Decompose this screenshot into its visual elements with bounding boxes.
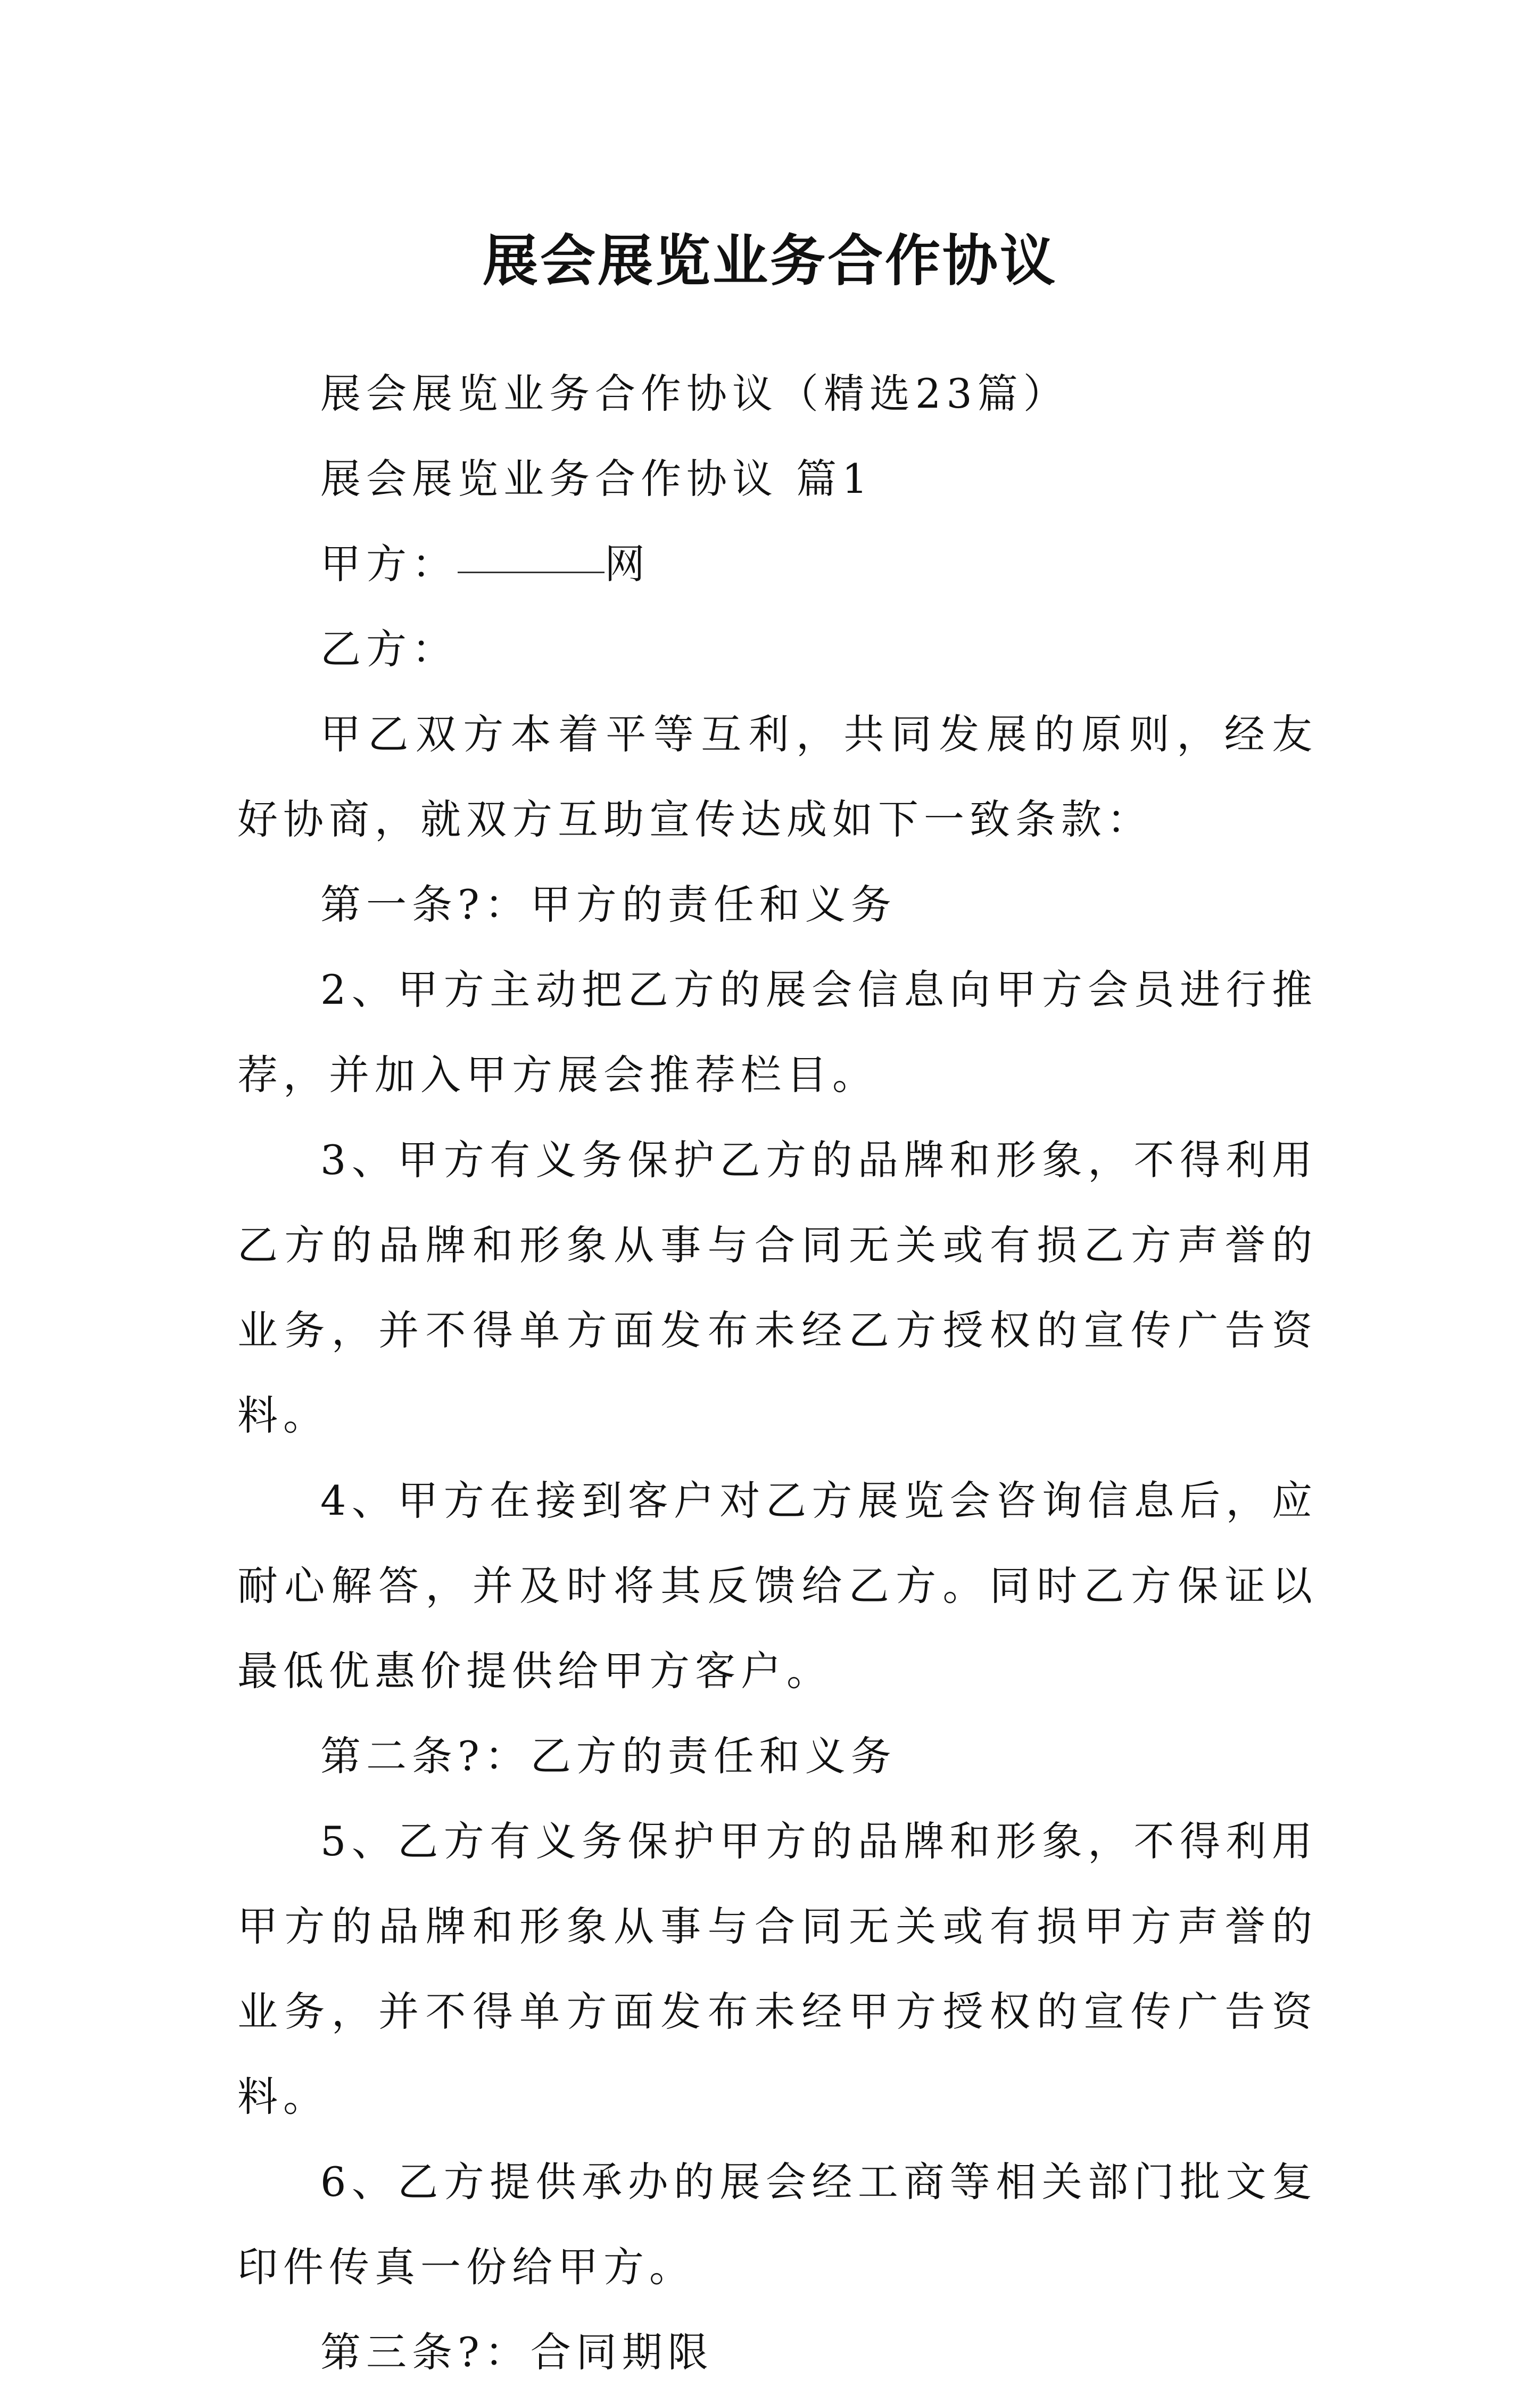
clause-3: 3、甲方有义务保护乙方的品牌和形象，不得利用乙方的品牌和形象从事与合同无关或有损乙方声誉的业务，并不得单方面发布未经乙方授权的宣传广告资料。 bbox=[237, 1136, 1318, 1439]
document-body bbox=[237, 351, 1318, 2395]
clause-2: 2、甲方主动把乙方的展会信息向甲方会员进行推荐，并加入甲方展会推荐栏目。 bbox=[237, 966, 1318, 1099]
party-a-label: 甲方： bbox=[320, 540, 458, 588]
article-3-heading: 第三条?：合同期限 bbox=[320, 2328, 714, 2376]
party-a-blank bbox=[458, 571, 605, 573]
party-a-suffix: 网 bbox=[605, 540, 650, 588]
article-1-heading: 第一条?：甲方的责任和义务 bbox=[320, 881, 897, 928]
section-heading: 展会展览业务合作协议 篇1 bbox=[320, 455, 873, 502]
clause-6: 6、乙方提供承办的展会经工商等相关部门批文复印件传真一份给甲方。 bbox=[237, 2158, 1318, 2291]
article-2-heading: 第二条?：乙方的责任和义务 bbox=[320, 1732, 897, 1780]
party-b-line: 乙方： bbox=[320, 625, 458, 673]
clause-5: 5、乙方有义务保护甲方的品牌和形象，不得利用甲方的品牌和形象从事与合同无关或有损甲方声誉的业务，并不得单方面发布未经甲方授权的宣传广告资料。 bbox=[237, 1818, 1318, 2120]
document-title: 展会展览业务合作协议 bbox=[482, 227, 1057, 293]
paragraph-preamble: 甲乙双方本着平等互利，共同发展的原则，经友好协商，就双方互助宣传达成如下一致条款： bbox=[237, 711, 1318, 843]
party-a-line bbox=[237, 522, 1318, 607]
document-subtitle: 展会展览业务合作协议（精选23篇） bbox=[320, 370, 1069, 417]
clause-4: 4、甲方在接到客户对乙方展览会咨询信息后，应耐心解答，并及时将其反馈给乙方。同时乙方保证以最低优惠价提供给甲方客户。 bbox=[237, 1477, 1318, 1695]
